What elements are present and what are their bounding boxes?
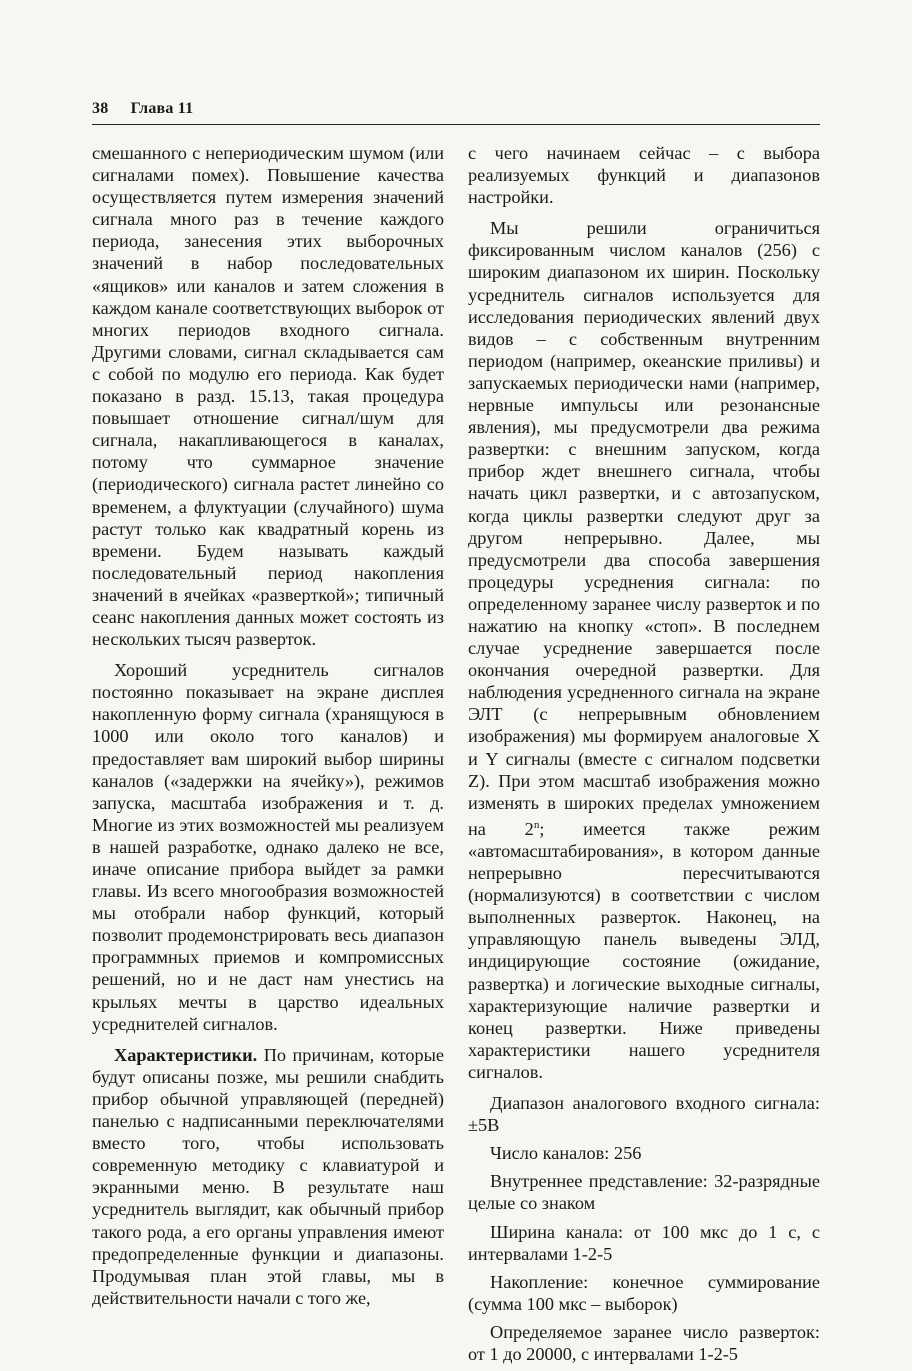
spec-item: Диапазон аналогового входного сигнала: ±5В — [468, 1093, 820, 1136]
chapter-title: Глава 11 — [130, 100, 194, 117]
spec-item: Ширина канала: от 100 мкс до 1 с, с интервалами 1-2-5 — [468, 1221, 820, 1264]
right-paragraph-2a: Мы решили ограничиться фиксированным числом каналов (256) с широким диапазоном их ширин. Поскольку усреднитель сигналов используется для исследования периодических явлений двух видов – с собственным внутренним периодом (например, океанские приливы) и запускаемых периодически нами (например, нервные импульсы или резонансные явления), мы предусмотрели два режима развертки: с внешним запуском, когда прибор ждет внешнего сигнала, чтобы начать цикл развертки, и с автозапуском, когда циклы развертки следуют друг за другом непрерывно. Далее, мы предусмотрели два способа завершения процедуры усреднения сигнала: по определенному заранее числу разверток и по нажатию на кнопку «стоп». В последнем случае усреднение завершается после окончания очередной развертки. Для наблюдения усредненного сигнала на экране ЭЛТ (с непрерывным обновлением изображения) мы формируем аналоговые X и Y сигналы (вместе с сигналом подсветки Z). При этом масштаб изображения можно изменять в широких пределах умножением на 2 — [468, 218, 820, 839]
right-paragraph-1: с чего начинаем сейчас – с выбора реализуемых функций и диапазонов настройки. — [468, 143, 820, 208]
spec-item: Внутреннее представление: 32-разрядные целые со знаком — [468, 1171, 820, 1214]
left-paragraph-3 — [92, 1044, 444, 1309]
characteristics-heading: Характеристики. — [114, 1044, 258, 1065]
spec-item: Накопление: конечное суммирование (сумма 100 мкс – выборок) — [468, 1271, 820, 1314]
page-number: 38 — [92, 100, 109, 117]
running-header — [92, 100, 820, 118]
header-rule — [92, 124, 820, 125]
spec-item: Определяемое заранее число разверток: от 1 до 20000, с интервалами 1-2-5 — [468, 1321, 820, 1364]
left-paragraph-1: смешанного с непериодическим шумом (или сигналами помех). Повышение качества осуществляется путем измерения значений сигнала много раз в течение каждого периода, занесения этих выборочных значений в набор последовательных «ящиков» или каналов и затем сложения в каждом канале соответствующих выборок от многих периодов входного сигнала. Другими словами, сигнал складывается сам с собой по модулю его периода. Как будет показано в разд. 15.13, такая процедура повышает отношение сигнал/шум для сигнала, накапливающегося в каналах, потому что суммарное значение (периодического) сигнала растет линейно со временем, а флуктуации (случайного) шума растут только как квадратный корень из времени. Будем называть каждый последовательный период накопления значений в ячейках «разверткой»; типичный сеанс накопления данных может состоять из нескольких тысяч разверток. — [92, 143, 444, 650]
right-column — [468, 142, 820, 1371]
right-paragraph-2 — [468, 217, 820, 1083]
spec-item: Число каналов: 256 — [490, 1143, 642, 1164]
superscript-n: n — [533, 818, 540, 831]
right-paragraph-2b: ; имеется также режим «автомасштабирования», в котором данные непрерывно пересчитываются (нормализуются) в соответствии с числом выполненных разверток. Наконец, на управляющую панель выведены ЭЛД, индицирующие состояние (ожидание, развертка) и логические выходные сигналы, характеризующие наличие развертки и конец развертки. Ниже приведены характеристики нашего усреднителя сигналов. — [468, 818, 821, 1082]
left-paragraph-2: Хороший усреднитель сигналов постоянно показывает на экране дисплея накопленную форму сигнала (хранящуюся в 1000 или около того каналов) и предоставляет вам широкий выбор ширины каналов («задержки на ячейку»), режимов запуска, масштаба изображения и т. д. Многие из этих возможностей мы реализуем в нашей разработке, однако далеко не все, иначе описание прибора выйдет за рамки главы. Из всего многообразия возможностей мы отобрали набор функций, который позволит продемонстрировать весь диапазон программных приемов и компромиссных решений, но и не даст нам унестись на крыльях мечты в царство идеальных усреднителей сигналов. — [92, 660, 444, 1034]
left-column — [92, 142, 444, 1318]
left-paragraph-3-text: По причинам, которые будут описаны позже, мы решили снабдить прибор обычной управляющей (передней) панелью с надписанными переключателями вместо того, чтобы использовать современную методику с клавиатурой и экранными меню. В результате наш усреднитель выглядит, как обычный прибор такого рода, а его органы управления имеют предопределенные функции и диапазоны. Продумывая план этой главы, мы в действительности начали с того же, — [92, 1044, 444, 1308]
